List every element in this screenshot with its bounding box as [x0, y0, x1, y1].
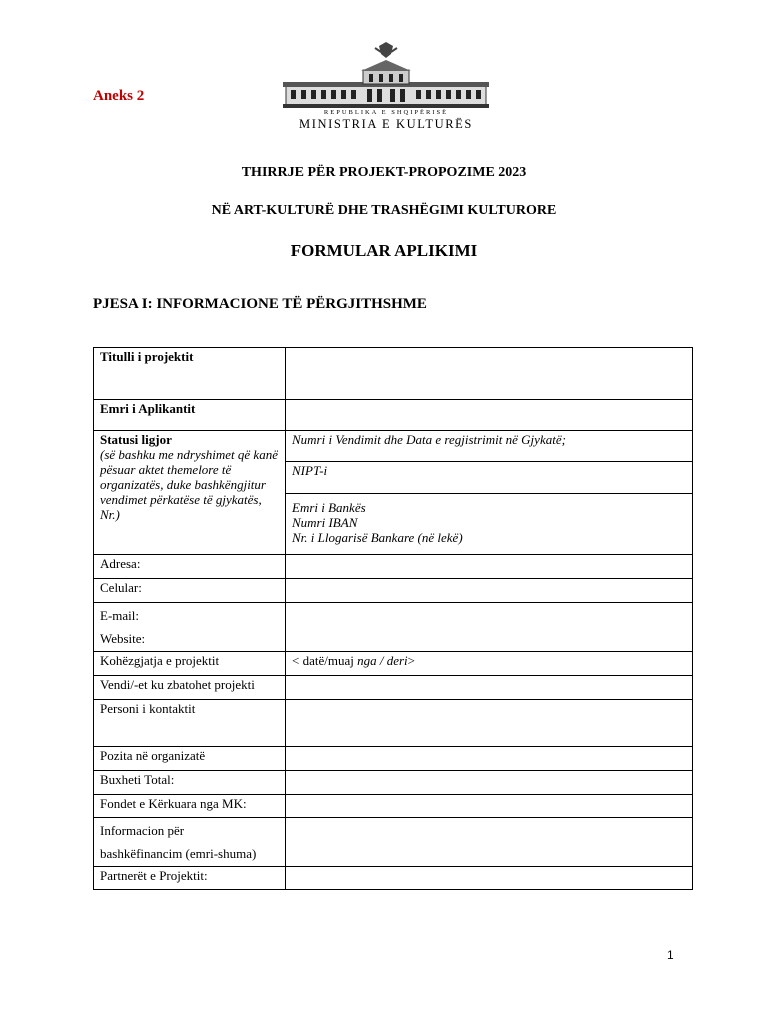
field-heading: NË ART-KULTURË DHE TRASHËGIMI KULTURORE [211, 203, 557, 218]
title-label: Titulli i projektit [94, 348, 286, 400]
table-row [94, 400, 693, 431]
address-label: Adresa: [94, 555, 286, 579]
court-decision-cell[interactable]: Numri i Vendimit dhe Data e regjistrimit në Gjykatë; [286, 431, 693, 462]
table-row [94, 431, 693, 462]
website-label: Website: [100, 631, 146, 646]
partners-input-cell[interactable] [286, 867, 693, 890]
table-row [94, 555, 693, 579]
table-row [94, 795, 693, 818]
position-label: Pozita në organizatë [94, 747, 286, 771]
location-input-cell[interactable] [286, 676, 693, 700]
location-label: Vendi/-et ku zbatohet projekti [94, 676, 286, 700]
table-row [94, 700, 693, 747]
cofinancing-label-2: bashkëfinancim (emri-shuma) [100, 846, 257, 861]
budget-input-cell[interactable] [286, 771, 693, 795]
applicant-input-cell[interactable] [286, 400, 693, 431]
table-row [94, 818, 693, 867]
ministry-building-emblem [283, 42, 489, 108]
iban-label: Numri IBAN [292, 515, 358, 530]
annex-label: Aneks 2 [93, 88, 145, 104]
table-row [94, 603, 693, 652]
page-number: 1 [667, 948, 674, 962]
mobile-input-cell[interactable] [286, 579, 693, 603]
duration-range: nga / deri [357, 653, 408, 668]
table-row [94, 771, 693, 795]
logo-republic-text: REPUBLIKA E SHQIPËRISË [323, 109, 449, 116]
table-row [94, 867, 693, 890]
legal-status-note: (së bashku me ndryshimet që kanë pësuar aktet themelore të organizatës, duke bashkëngjitur vendimet përkatëse të gjykatës, Nr.) [100, 447, 278, 522]
title-input-cell[interactable] [286, 348, 693, 400]
application-form-table [93, 347, 693, 890]
address-input-cell[interactable] [286, 555, 693, 579]
table-row [94, 747, 693, 771]
bank-account-label: Nr. i Llogarisë Bankare (në lekë) [292, 530, 463, 545]
legal-status-cell [94, 431, 286, 555]
budget-label: Buxheti Total: [94, 771, 286, 795]
bank-name-label: Emri i Bankës [292, 500, 366, 515]
table-row [94, 676, 693, 700]
applicant-label: Emri i Aplikantit [94, 400, 286, 431]
duration-prefix: < datë/muaj [292, 653, 358, 668]
partners-label: Partnerët e Projektit: [94, 867, 286, 890]
duration-suffix: > [407, 653, 415, 668]
email-website-cell [94, 603, 286, 652]
table-row [94, 348, 693, 400]
funds-input-cell[interactable] [286, 795, 693, 818]
contact-input-cell[interactable] [286, 700, 693, 747]
email-label: E-mail: [100, 608, 139, 623]
funds-label: Fondet e Kërkuara nga MK: [94, 795, 286, 818]
cofinancing-cell [94, 818, 286, 867]
cofinancing-input-cell[interactable] [286, 818, 693, 867]
contact-label: Personi i kontaktit [94, 700, 286, 747]
form-title: FORMULAR APLIKIMI [290, 241, 478, 260]
table-row [94, 579, 693, 603]
duration-label: Kohëzgjatja e projektit [94, 652, 286, 676]
legal-status-label: Statusi ligjor [100, 432, 172, 447]
logo-ministry-text: MINISTRIA E KULTURËS [299, 117, 473, 131]
email-website-input-cell[interactable] [286, 603, 693, 652]
position-input-cell[interactable] [286, 747, 693, 771]
bank-info-cell[interactable] [286, 494, 693, 555]
ministry-logo [283, 42, 489, 134]
section-title: PJESA I: INFORMACIONE TË PËRGJITHSHME [93, 296, 427, 312]
table-row [94, 652, 693, 676]
call-heading: THIRRJE PËR PROJEKT-PROPOZIME 2023 [241, 165, 527, 180]
nipt-cell[interactable]: NIPT-i [286, 462, 693, 494]
duration-value-cell[interactable] [286, 652, 693, 676]
cofinancing-label-1: Informacion për [100, 823, 185, 838]
mobile-label: Celular: [94, 579, 286, 603]
